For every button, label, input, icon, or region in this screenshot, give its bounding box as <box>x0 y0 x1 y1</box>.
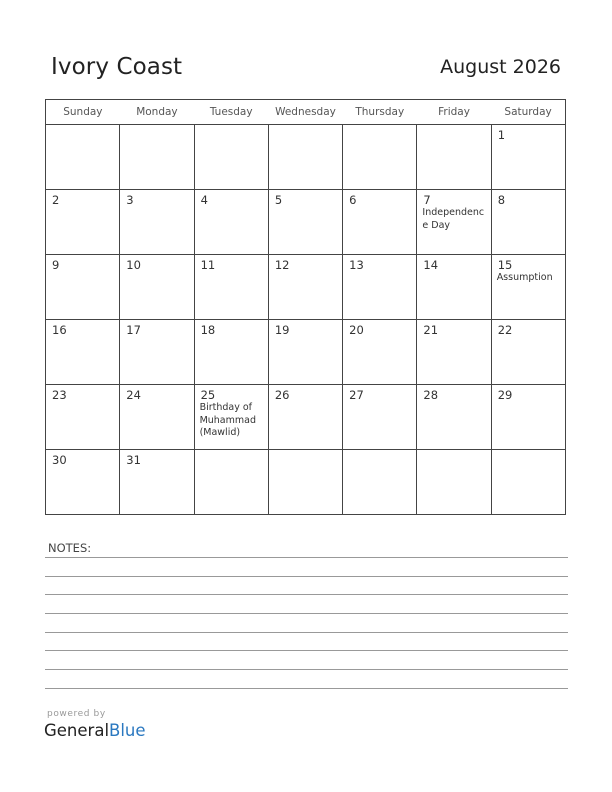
day-cell <box>120 190 194 255</box>
day-cell <box>491 320 565 385</box>
weekday-header: Tuesday <box>194 100 268 125</box>
calendar-country-title: Ivory Coast <box>51 54 183 80</box>
brand-logo <box>44 721 146 740</box>
day-cell <box>343 255 417 320</box>
day-cell <box>417 190 491 255</box>
day-cell <box>46 320 120 385</box>
day-cell <box>120 385 194 450</box>
day-number: 10 <box>126 258 141 272</box>
day-cell <box>417 255 491 320</box>
day-number: 14 <box>423 258 439 272</box>
note-line <box>45 650 568 651</box>
day-number: 24 <box>126 388 141 402</box>
day-number: 17 <box>126 323 141 337</box>
note-line <box>45 576 568 577</box>
day-cell <box>343 385 417 450</box>
day-cell <box>268 385 342 450</box>
day-number: 7 <box>423 193 431 207</box>
day-number: 3 <box>126 193 134 207</box>
day-number: 30 <box>52 453 67 467</box>
weekday-header: Saturday <box>491 100 565 125</box>
day-cell <box>343 450 417 515</box>
day-cell <box>194 255 268 320</box>
day-cell <box>491 385 565 450</box>
day-cell <box>491 450 565 515</box>
day-cell <box>46 385 120 450</box>
day-cell <box>268 255 342 320</box>
day-number: 4 <box>200 193 208 207</box>
weekday-header: Monday <box>120 100 194 125</box>
day-number: 28 <box>423 388 439 402</box>
holiday-label: Independence Day <box>422 207 485 231</box>
day-number: 20 <box>349 323 364 337</box>
weekday-header: Sunday <box>46 100 120 125</box>
week-row <box>46 255 566 320</box>
day-cell <box>268 190 342 255</box>
day-cell <box>343 125 417 190</box>
day-number: 29 <box>497 388 513 402</box>
day-number: 25 <box>200 388 216 402</box>
week-row <box>46 125 566 190</box>
day-number: 18 <box>200 323 216 337</box>
day-number: 26 <box>274 388 290 402</box>
holiday-label: Birthday of Muhammad (Mawlid) <box>199 402 256 438</box>
day-cell <box>417 450 491 515</box>
day-cell <box>194 320 268 385</box>
day-cell <box>343 320 417 385</box>
day-cell <box>268 450 342 515</box>
powered-by-text: powered by <box>47 709 106 719</box>
day-number: 9 <box>52 258 60 272</box>
day-cell <box>417 125 491 190</box>
day-cell <box>120 450 194 515</box>
calendar-grid <box>45 99 566 515</box>
day-cell <box>46 190 120 255</box>
day-cell <box>491 255 565 320</box>
day-cell <box>491 190 565 255</box>
day-cell <box>268 320 342 385</box>
note-line <box>45 632 568 633</box>
day-cell <box>120 255 194 320</box>
weekday-header-row <box>46 100 566 125</box>
day-cell <box>343 190 417 255</box>
day-cell <box>417 320 491 385</box>
day-number: 5 <box>274 193 283 207</box>
day-cell <box>46 450 120 515</box>
weekday-header: Thursday <box>343 100 417 125</box>
weekday-header: Friday <box>417 100 491 125</box>
note-line <box>45 594 568 595</box>
day-cell <box>120 320 194 385</box>
note-line <box>45 613 568 614</box>
day-number: 8 <box>497 193 506 207</box>
day-number: 13 <box>349 258 364 272</box>
note-line <box>45 669 568 670</box>
day-cell <box>194 190 268 255</box>
day-cell <box>491 125 565 190</box>
note-line <box>45 688 568 689</box>
day-number: 22 <box>497 323 513 337</box>
day-cell <box>268 125 342 190</box>
day-number: 2 <box>52 193 60 207</box>
day-number: 11 <box>200 258 216 272</box>
weekday-header: Wednesday <box>268 100 342 125</box>
week-row <box>46 320 566 385</box>
day-number: 23 <box>52 388 67 402</box>
day-number: 6 <box>349 193 357 207</box>
day-number: 1 <box>497 128 506 142</box>
day-cell <box>194 450 268 515</box>
day-number: 15 <box>497 258 513 272</box>
day-number: 31 <box>126 453 141 467</box>
calendar-month-title: August 2026 <box>440 56 561 78</box>
week-row <box>46 385 566 450</box>
brand-blue-text: Blue <box>109 721 146 740</box>
day-cell <box>46 255 120 320</box>
holiday-label: Assumption <box>496 272 553 283</box>
day-cell <box>46 125 120 190</box>
day-number: 21 <box>423 323 439 337</box>
day-cell <box>120 125 194 190</box>
day-number: 16 <box>52 323 67 337</box>
day-cell <box>417 385 491 450</box>
notes-label: NOTES: <box>48 541 92 555</box>
day-number: 19 <box>274 323 290 337</box>
note-line <box>45 557 568 558</box>
week-row <box>46 190 566 255</box>
week-row <box>46 450 566 515</box>
brand-general-text: General <box>44 721 110 740</box>
day-number: 27 <box>349 388 364 402</box>
day-cell <box>194 125 268 190</box>
day-cell <box>194 385 268 450</box>
day-number: 12 <box>274 258 290 272</box>
